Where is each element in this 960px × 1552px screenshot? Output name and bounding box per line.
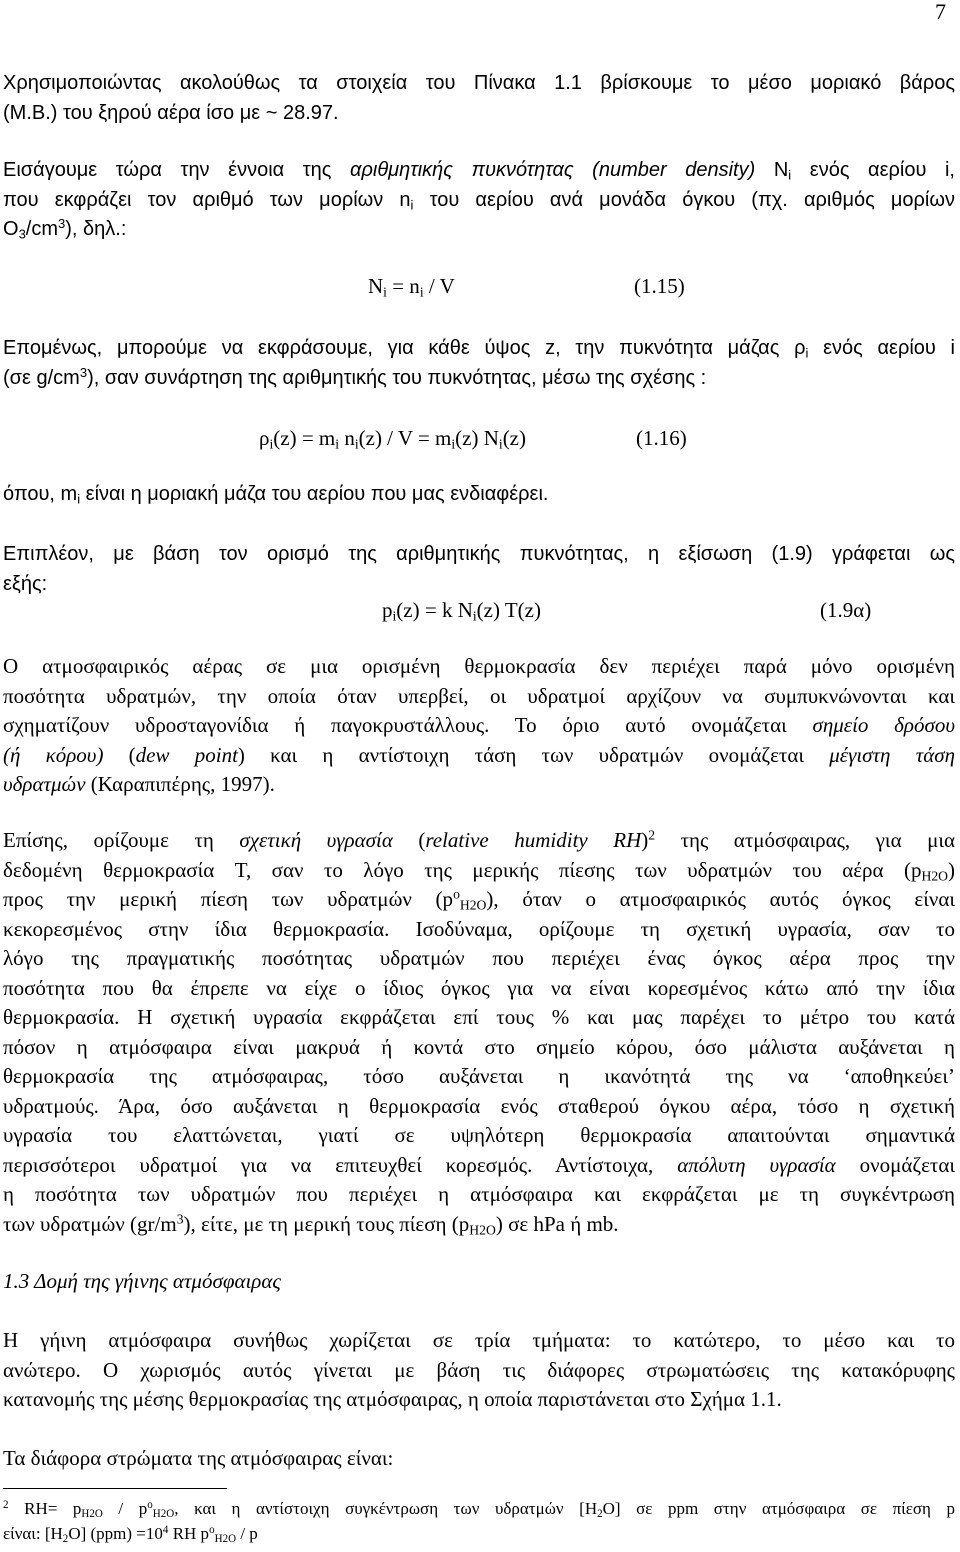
section-title: 1.3 Δομή της γήινης ατμόσφαιρας (3, 1269, 281, 1293)
text-line: (ή κόρου) (dew point) και η αντίστοιχη τάση των υδρατμών ονομάζεται μέγιστη τάση (3, 742, 956, 767)
text-line: Χρησιμοποιώντας ακολούθως τα στοιχεία του Πίνακα 1.1 βρίσκουμε το μέσο μοριακό βάρος (3, 72, 955, 94)
paragraph-number-density (3, 156, 955, 245)
paragraph-molecular-weight (3, 69, 955, 128)
text-line: Επιπλέον, με βάση τον ορισμό της αριθμητικής πυκνότητας, η εξίσωση (1.9) γράφεται ως (3, 543, 955, 565)
text-line: που εκφράζει τον αριθμό των μορίων $n_i$ του αερίου ανά μονάδα όγκου (πχ. αριθμός μορίων (3, 188, 955, 212)
text-line: (Μ.Β.) του ξηρού αέρα ίσο με ~ 28.97. (3, 101, 339, 124)
paragraph-dew-point (3, 652, 955, 800)
text-line: Επίσης, ορίζουμε τη σχετική υγρασία (relative humidity RH)$^2$ της ατμόσφαιρας, για μια (3, 827, 956, 852)
text-line: θερμοκρασία της ατμόσφαιρας, τόσο αυξάνεται η ικανότητά της να ‘αποθηκεύει’ (3, 1064, 955, 1088)
text-line: εξής: (3, 572, 48, 595)
text-line: δεδομένη θερμοκρασία T, σαν το λόγο της μερικής πίεσης των υδρατμών του αέρα $(p_{H2O})$ (3, 857, 955, 883)
text-line: θερμοκρασία. Η σχετική υγρασία εκφράζεται επί τους % και μας παρέχει το μέτρο του κατά (3, 1005, 955, 1029)
text-line: πόσον η ατμόσφαιρα είναι μακρυά ή κοντά στο σημείο κόρου, όσο μάλιστα αυξάνεται η (3, 1034, 955, 1059)
text-line: Η γήινη ατμόσφαιρα συνήθως χωρίζεται σε τρία τμήματα: το κατώτερο, το μέσο και το (3, 1328, 955, 1352)
text-line: Επομένως, μπορούμε να εκφράσουμε, για κάθε ύψος z, την πυκνότητα μάζας $\rho_i$ ενός αερίου i (3, 337, 955, 361)
footnote-line: είναι: $[H_2O]$ $(ppm) =10^4$ RH $p^o_{H2O}$ / p (3, 1523, 258, 1545)
text-line: ανώτερο. Ο χωρισμός αυτός γίνεται με βάση τις διάφορες στρωματώσεις της κατακόρυφης (3, 1357, 955, 1382)
text-line: υδρατμούς. Άρα, όσο αυξάνεται η θερμοκρασία ενός σταθερού όγκου αέρα, τόσο η σχετική (3, 1093, 955, 1118)
equation-number: (1.16) (636, 426, 687, 450)
text-line: Ο ατμοσφαιρικός αέρας σε μια ορισμένη θερμοκρασία δεν περιέχει παρά μόνο ορισμένη (3, 654, 955, 678)
footnote-line: $^2$ $RH= p_{H2O} / p^o_{H2O}$, και η αντίστοιχη συγκέντρωση των υδρατμών $[H_2O]$ σε ppm στην ατμόσφαιρα σε πίεση p (3, 1498, 956, 1520)
text-line: προς την μερική πίεση των υδρατμών $(p^o_{H2O})$, όταν ο ατμοσφαιρικός αυτός όγκος είναι (3, 886, 956, 913)
paragraph-mass-density (3, 334, 955, 393)
text-line: κεκορεσμένος στην ίδια θερμοκρασία. Ισοδύναμα, ορίζουμε τη σχετική υγρασία, σαν το (3, 916, 955, 941)
equation-1-15: $N_i = n_i / V$ (368, 274, 455, 300)
footnote (3, 1496, 955, 1546)
text-line: ποσότητα υδρατμών, την οποία όταν υπερβεί, οι υδρατμοί αρχίζουν να συμπυκνώνονται και (3, 683, 955, 708)
equation-number: (1.9α) (820, 598, 872, 622)
equation-number: (1.15) (634, 274, 685, 298)
footnote-separator (3, 1488, 227, 1489)
text-line: η ποσότητα των υδρατμών που περιέχει η ατμόσφαιρα και εκφράζεται με τη συγκέντρωση (3, 1182, 955, 1206)
text-line: υδρατμών (Καραπιπέρης, 1997). (3, 772, 275, 796)
text-line: όπου, $m_i$ είναι η μοριακή μάζα του αερίου που μας ενδιαφέρει. (3, 483, 549, 507)
text-line: $O_3/cm^3$), δηλ.: (3, 215, 127, 242)
text-line: Τα διάφορα στρώματα της ατμόσφαιρας είναι: (3, 1446, 394, 1470)
text-line: υγρασία του ελαττώνεται, γιατί σε υψηλότερη θερμοκρασία απαιτούνται σημαντικά (3, 1123, 955, 1147)
text-line: (σε $g/cm^3$), σαν συνάρτηση της αριθμητικής του πυκνότητας, μέσω της σχέσης : (3, 364, 707, 389)
paragraph-molar-mass (3, 480, 955, 510)
equation-1-16: $\rho_i(z) = m_i$ $n_i(z) / V = m_i(z)$ $N_i(z)$ (259, 426, 526, 452)
text-line: ποσότητα που θα έπρεπε να είχε ο ίδιος όγκος για να είναι κορεσμένος κάτω από την ίδια (3, 975, 955, 1000)
page-number: 7 (935, 0, 946, 24)
paragraph-equation-intro (3, 540, 955, 599)
text-line: Εισάγουμε τώρα την έννοια της αριθμητικής πυκνότητας (number density) $N_i$ ενός αερίου i, (3, 159, 955, 183)
text-line: σχηματίζουν υδροσταγονίδια ή παγοκρυστάλλους. Το όριο αυτό ονομάζεται σημείο δρόσου (3, 713, 955, 737)
equation-1-9a: $p_i(z) = k$ $N_i(z)$ T(z) (382, 598, 541, 624)
paragraph-relative-humidity (3, 826, 955, 1239)
paragraph-layers-intro (3, 1444, 955, 1474)
section-heading (3, 1267, 955, 1297)
paragraph-atmosphere-layers (3, 1326, 955, 1415)
text-line: κατανομής της μέσης θερμοκρασίας της ατμόσφαιρας, η οποία παριστάνεται στο Σχήμα 1.1. (3, 1387, 782, 1411)
text-line: περισσότεροι υδρατμοί για να επιτευχθεί κορεσμός. Αντίστοιχα, απόλυτη υγρασία ονομάζεται (3, 1152, 955, 1177)
text-line: λόγο της πραγματικής ποσότητας υδρατμών που περιέχει ένας όγκος αέρα προς την (3, 946, 955, 970)
text-line: των υδρατμών $(gr/m^3)$, είτε, με τη μερική τους πίεση $(p_{H2O})$ σε hPa ή mb. (3, 1211, 619, 1237)
